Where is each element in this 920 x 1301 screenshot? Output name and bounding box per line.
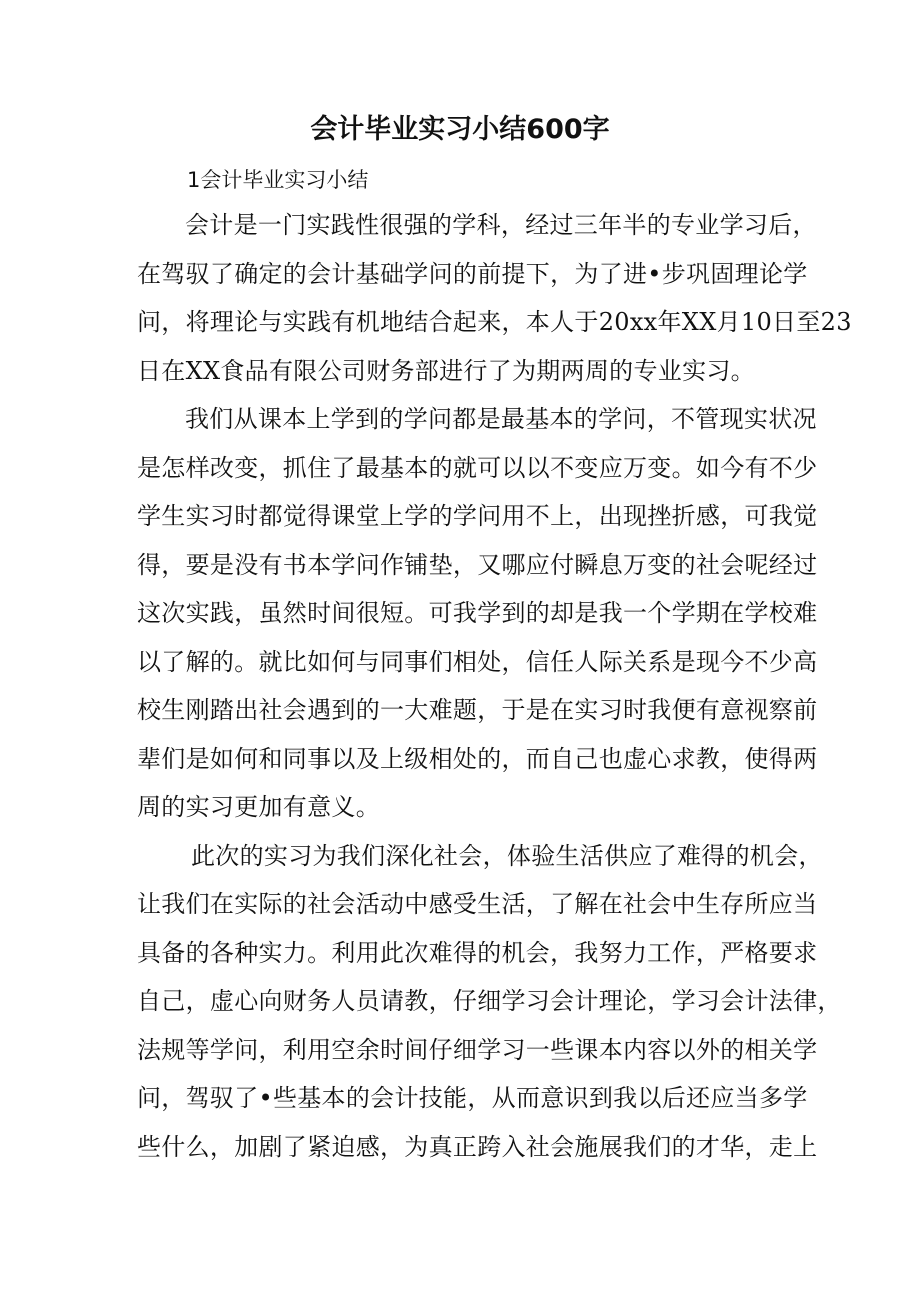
- text-line: 问，驾驭了•些基本的会计技能，从而意识到我以后还应当多学: [137, 1084, 808, 1112]
- paragraph-3: [137, 838, 842, 1178]
- text-line: 是怎样改变，抓住了最基本的就可以以不变应万变。如今有不少: [137, 453, 818, 482]
- paragraph-2: [137, 401, 818, 838]
- paragraph-1: [137, 207, 852, 401]
- text-line: 周的实习更加有意义。: [137, 793, 380, 821]
- text-line: 法规等学问，利用空余时间仔细学习一些课本内容以外的相关学: [137, 1035, 818, 1064]
- text-line: 些什么，加剧了紧迫感，为真正跨入社会施展我们的才华，走上: [137, 1132, 818, 1161]
- text-line: 得，要是没有书本学问作铺垫，又哪应付瞬息万变的社会呢经过: [137, 550, 818, 579]
- section-heading: 1会计毕业实习小结: [187, 168, 369, 192]
- text-line: 自己，虚心向财务人员请教，仔细学习会计理论，学习会计法律，: [137, 987, 842, 1015]
- text-line: 我们从课本上学到的学问都是最基本的学问，不管现实状况: [185, 405, 817, 433]
- text-line: 辈们是如何和同事以及上级相处的，而自己也虚心求教，使得两: [137, 744, 818, 773]
- text-line: 这次实践，虽然时间很短。可我学到的却是我一个学期在学校难: [137, 599, 818, 627]
- text-line: 让我们在实际的社会活动中感受生活，了解在社会中生存所应当: [137, 890, 818, 918]
- text-line: 会计是一门实践性很强的学科，经过三年半的专业学习后，: [185, 211, 817, 239]
- text-line: 学生实习时都觉得课堂上学的学问用不上，出现挫折感，可我觉: [137, 502, 818, 530]
- text-line: 日在XX食品有限公司财务部进行了为期两周的专业实习。: [137, 356, 755, 385]
- text-line: 问，将理论与实践有机地结合起来，本人于20xx年XX月10日至23: [137, 308, 852, 336]
- text-line: 校生刚踏出社会遇到的一大难题，于是在实习时我便有意视察前: [137, 696, 818, 724]
- text-line: 在驾驭了确定的会计基础学问的前提下，为了进•步巩固理论学: [137, 259, 808, 288]
- document-title: 会计毕业实习小结600字: [310, 114, 610, 145]
- text-line: 此次的实习为我们深化社会，体验生活供应了难得的机会，: [191, 841, 823, 870]
- text-line: 具备的各种实力。利用此次难得的机会，我努力工作，严格要求: [137, 938, 818, 967]
- document-body: [137, 207, 852, 1177]
- text-line: 以了解的。就比如何与同事们相处，信任人际关系是现今不少高: [137, 647, 818, 676]
